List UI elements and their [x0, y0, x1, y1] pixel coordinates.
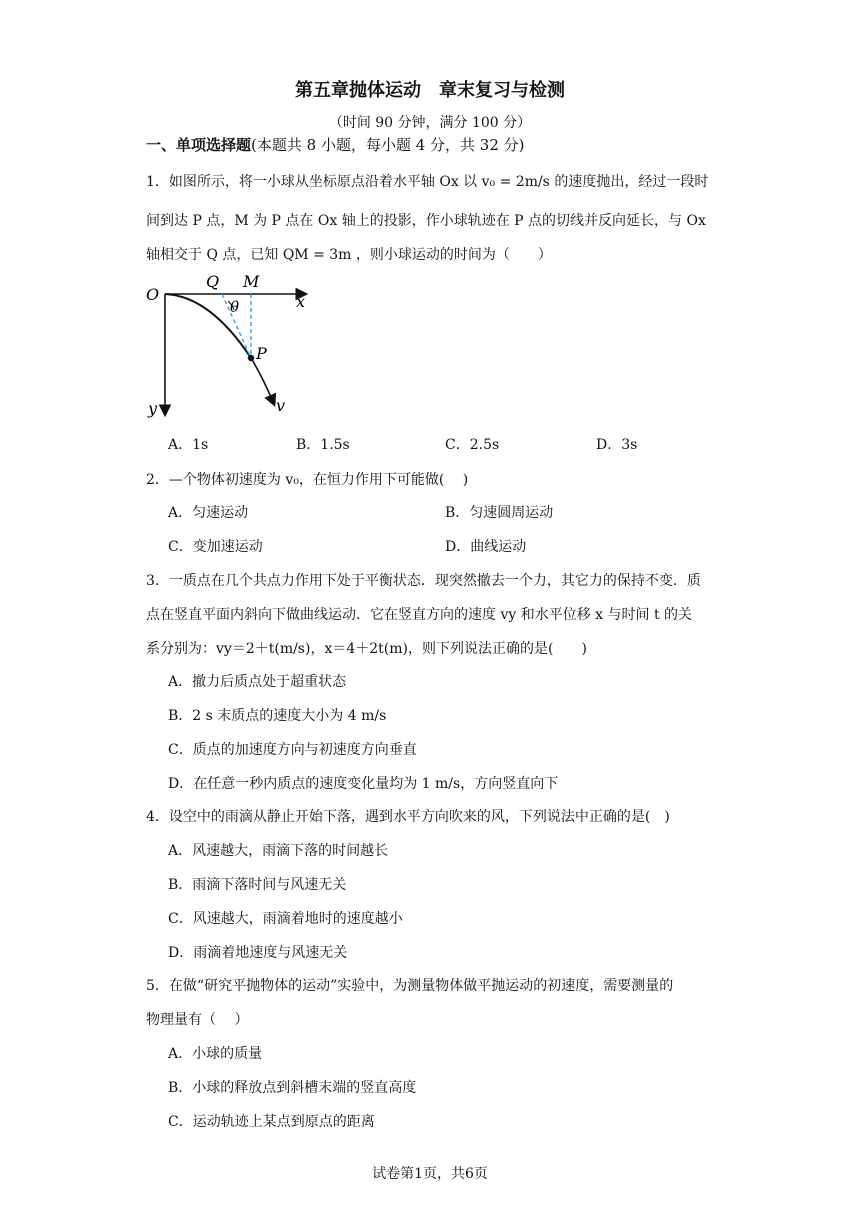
label-m: M: [243, 272, 260, 291]
q2-option-d: D．曲线运动: [445, 539, 527, 555]
section-label: 一、单项选择题: [146, 136, 252, 154]
label-y: y: [148, 399, 158, 418]
q4-option-c: C．风速越大，雨滴着地时的速度越小: [168, 911, 403, 927]
q2-stem: 2．—个物体初速度为 v₀，在恒力作用下可能做( ): [146, 472, 469, 488]
q1-figure: [140, 268, 320, 420]
q1-line-2: 间到达 P 点，M 为 P 点在 Ox 轴上的投影，作小球轨迹在 P 点的切线并反向延长，与 Ox: [146, 213, 706, 229]
q3-line-3: 系分别为：vy＝2＋t(m/s)，x＝4＋2t(m)，则下列说法正确的是( ): [146, 641, 587, 657]
q1-line-1: 1．如图所示，将一小球从坐标原点沿着水平轴 Ox 以 v₀ = 2m/s 的速度抛出，经过一段时: [146, 174, 709, 190]
q3-option-c: C．质点的加速度方向与初速度方向垂直: [168, 742, 417, 758]
q5-option-c: C．运动轨迹上某点到原点的距离: [168, 1114, 375, 1130]
label-o: O: [146, 285, 160, 304]
q3-option-a: A．撤力后质点处于超重状态: [168, 674, 347, 690]
q5-line-1: 5．在做“研究平抛物体的运动”实验中，为测量物体做平抛运动的初速度，需要测量的: [146, 978, 674, 994]
q2-option-c: C．变加速运动: [168, 539, 263, 555]
label-q: Q: [206, 272, 220, 291]
q2-option-b: B．匀速圆周运动: [445, 505, 554, 521]
q3-line-1: 3．一质点在几个共点力作用下处于平衡状态．现突然撤去一个力，其它力的保持不变．质: [146, 573, 701, 589]
q1-option-b: B．1.5s: [296, 437, 350, 453]
q1-option-c: C．2.5s: [445, 437, 500, 453]
q5-option-a: A．小球的质量: [168, 1046, 263, 1062]
q3-option-b: B．2 s 末质点的速度大小为 4 m/s: [168, 708, 387, 724]
q4-option-b: B．雨滴下落时间与风速无关: [168, 877, 347, 893]
label-p: P: [256, 344, 267, 363]
q1-option-d: D．3s: [596, 437, 638, 453]
q3-option-d: D．在任意一秒内质点的速度变化量均为 1 m/s，方向竖直向下: [168, 776, 559, 792]
page-footer: 试卷第1页，共6页: [372, 1166, 488, 1182]
velocity-arrow: [251, 358, 274, 404]
label-x: x: [296, 292, 306, 311]
q5-option-b: B．小球的释放点到斜槽末端的竖直高度: [168, 1080, 417, 1096]
q1-line-3: 轴相交于 Q 点，已知 QM = 3m ，则小球运动的时间为（ ）: [146, 247, 552, 263]
section-heading: [146, 134, 525, 155]
q4-option-d: D．雨滴着地速度与风速无关: [168, 945, 348, 961]
q4-stem: 4．设空中的雨滴从静止开始下落，遇到水平方向吹来的风，下列说法中正确的是( ): [146, 809, 670, 825]
q2-option-a: A．匀速运动: [168, 505, 249, 521]
label-v: v: [276, 396, 286, 415]
q4-option-a: A．风速越大，雨滴下落的时间越长: [168, 843, 389, 859]
q3-line-2: 点在竖直平面内斜向下做曲线运动．它在竖直方向的速度 vy 和水平位移 x 与时间 t 的关: [146, 607, 693, 623]
point-p: [248, 355, 254, 361]
exam-info: （时间 90 分钟，满分 100 分）: [328, 115, 532, 131]
page-title: 第五章抛体运动 章末复习与检测: [295, 80, 565, 101]
q5-line-2: 物理量有（ ）: [146, 1012, 249, 1028]
section-note: (本题共 8 小题，每小题 4 分，共 32 分): [251, 136, 525, 154]
label-theta: θ: [230, 298, 240, 316]
q1-option-a: A．1s: [168, 437, 209, 453]
